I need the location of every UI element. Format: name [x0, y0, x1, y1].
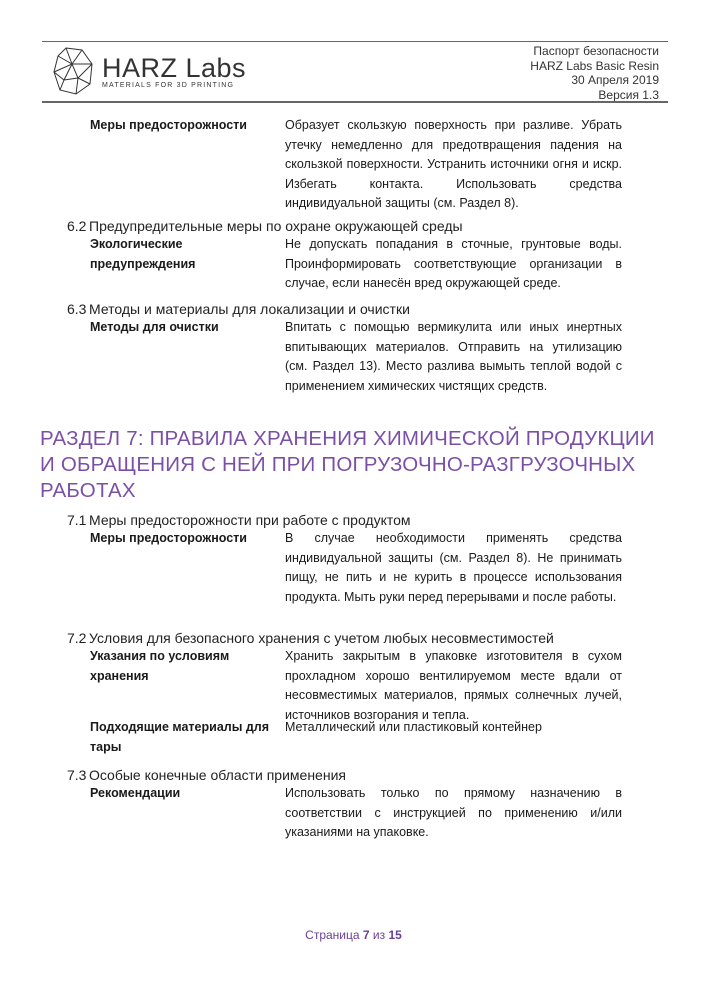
header-top-rule [42, 41, 668, 42]
logo-polygon-icon [52, 46, 94, 96]
section-7-heading: РАЗДЕЛ 7: ПРАВИЛА ХРАНЕНИЯ ХИМИЧЕСКОЙ ПРОДУКЦИИ И ОБРАЩЕНИЯ С НЕЙ ПРИ ПОГРУЗОЧНО-РАЗГРУЗОЧНЫХ РАБОТАХ [40, 427, 655, 502]
current-page: 7 [362, 928, 370, 942]
row-label: Рекомендации [90, 786, 181, 800]
row-label: Меры предосторожности [90, 118, 247, 132]
row-value: В случае необходимости применять средства индивидуальной защиты (см. Раздел 8). Не принимать пищу, не пить и не курить в процессе использования продукта. Мыть руки перед перерывами и после работы. [285, 531, 622, 604]
subsection-7-2 [67, 630, 554, 646]
subsection-title: Особые конечные области применения [89, 767, 346, 783]
logo-tagline: MATERIALS FOR 3D PRINTING [102, 81, 235, 89]
footer-prefix: Страница [305, 928, 360, 942]
row-value: Образует скользкую поверхность при разливе. Убрать утечку немедленно для предотвращения падения на скользкой поверхности. Устранить источники огня и искр. Избегать контакта. Использовать средства индивидуальной защиты (см. Раздел 8). [285, 118, 622, 211]
subsection-title: Условия для безопасного хранения с учетом любых несовместимостей [89, 630, 554, 646]
subsection-7-3 [67, 767, 346, 783]
row-value: Впитать с помощью вермикулита или иных инертных впитывающих материалов. Отправить на утилизацию (см. Раздел 13). Место разлива вымыть теплой водой с применением химических чистящих средств. [285, 320, 622, 393]
row-label: Методы для очистки [90, 320, 219, 334]
row-label: Подходящие материалы для тары [90, 720, 270, 754]
page-footer [0, 928, 707, 942]
subsection-number: 6.3 [67, 301, 87, 317]
footer-separator: из [372, 928, 386, 942]
row-value: Не допускать попадания в сточные, грунтовые воды. Проинформировать соответствующие организации в случае, если нанесён вред окружающей среде. [285, 237, 622, 291]
row-value: Металлический или пластиковый контейнер [285, 720, 542, 734]
subsection-title: Методы и материалы для локализации и очистки [89, 301, 410, 317]
product-name: HARZ Labs Basic Resin [530, 58, 659, 73]
subsection-title: Меры предосторожности при работе с продуктом [89, 512, 411, 528]
subsection-number: 7.3 [67, 767, 87, 783]
subsection-number: 7.2 [67, 630, 87, 646]
subsection-6-3 [67, 301, 410, 317]
subsection-number: 7.1 [67, 512, 87, 528]
row-label: Экологические предупреждения [90, 237, 196, 271]
header-bottom-rule [42, 101, 668, 103]
row-value: Использовать только по прямому назначению в соответствии с инструкцией по применению и/или указаниями на упаковке. [285, 786, 622, 840]
row-label: Указания по условиям хранения [90, 649, 230, 683]
subsection-7-1 [67, 512, 411, 528]
header-info [530, 44, 659, 102]
doc-title: Паспорт безопасности [533, 44, 659, 58]
row-value: Хранить закрытым в упаковке изготовителя в сухом прохладном хорошо вентилируемом месте вдали от несовместимых материалов, прямых солнечных лучей, источников возгорания и тепла. [285, 649, 622, 722]
subsection-number: 6.2 [67, 218, 87, 234]
row-label: Меры предосторожности [90, 531, 247, 545]
total-pages: 15 [388, 928, 402, 942]
doc-version: Версия 1.3 [598, 87, 659, 102]
doc-date: 30 Апреля 2019 [571, 73, 659, 87]
logo [52, 46, 246, 96]
subsection-title: Предупредительные меры по охране окружающей среды [89, 218, 463, 234]
logo-name: HARZ Labs [102, 52, 247, 83]
subsection-6-2 [67, 218, 463, 234]
